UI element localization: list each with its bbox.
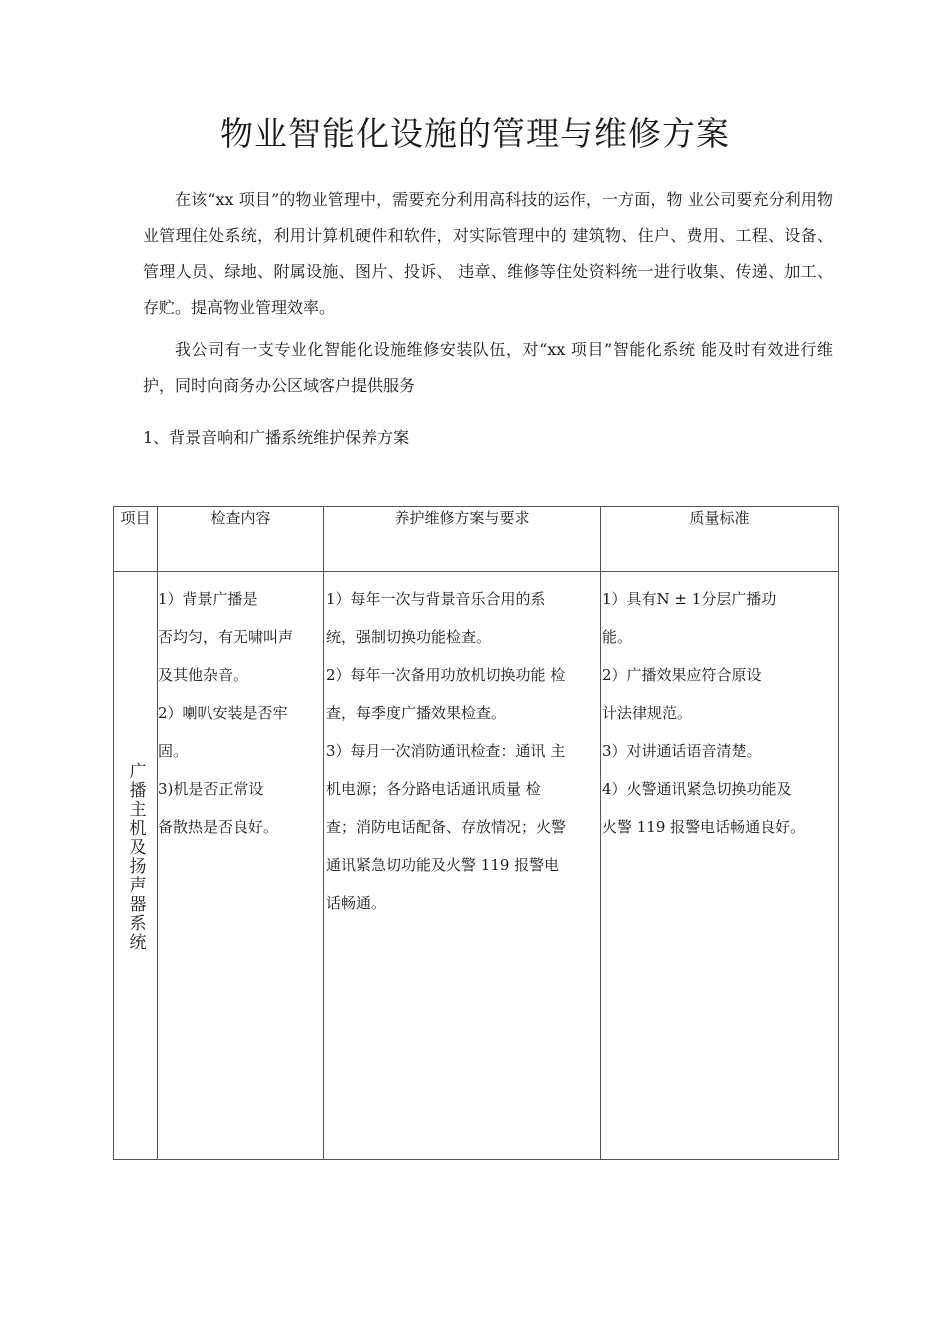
maintenance-line: 机电源；各分路电话通讯质量 检 — [326, 780, 541, 798]
header-standard: 质量标准 — [601, 507, 839, 572]
inspection-line: 及其他杂音。 — [158, 666, 249, 684]
inspection-line: 2）喇叭安装是否牢 — [158, 704, 288, 722]
maintenance-line: 查，每季度广播效果检查。 — [326, 704, 507, 722]
standard-line: 火警 119 报警电话畅通良好。 — [602, 818, 806, 836]
maintenance-line: 话畅通。 — [326, 894, 387, 912]
maintenance-line: 查；消防电话配备、存放情况；火警 — [326, 818, 567, 836]
inspection-line: 1）背景广播是 — [158, 590, 258, 608]
maintenance-line: 统，强制切换功能检查。 — [326, 628, 492, 646]
section-heading: 1、背景音响和广播系统维护保养方案 — [143, 428, 410, 447]
header-maintenance: 养护维修方案与要求 — [324, 507, 601, 572]
project-cell — [114, 572, 158, 1160]
table-header-row — [114, 507, 839, 572]
maintenance-line: 1）每年一次与背景音乐合用的系 — [326, 590, 546, 608]
header-project: 项目 — [114, 507, 158, 572]
standard-line: 1）具有N ± 1分层广播功 — [602, 590, 777, 608]
inspection-line: 3)机是否正常设 — [158, 780, 264, 798]
header-inspection: 检查内容 — [158, 507, 324, 572]
standard-line: 4）火警通讯紧急切换功能及 — [602, 780, 792, 798]
team-paragraph: 我公司有一支专业化智能化设施维修安装队伍，对“xx 项目”智能化系统 能及时有效进行维护，同时向商务办公区域客户提供服务 — [143, 340, 833, 395]
page-title: 物业智能化设施的管理与维修方案 — [220, 114, 730, 153]
standard-cell — [601, 572, 839, 1160]
inspection-cell — [158, 572, 324, 1160]
standard-line: 能。 — [602, 628, 633, 646]
intro-paragraph: 在该“xx 项目”的物业管理中，需要充分利用高科技的运作，一方面，物 业公司要充分利用物业管理住处系统，利用计算机硬件和软件，对实际管理中的 建筑物、住户、费用、工程、设备、管理人员、绿地、附属设施、图片、投诉、 违章、维修等住处资料统一进行收集、传递、加工、存贮。提高物业管理效率。 — [143, 190, 833, 317]
inspection-line: 固。 — [158, 742, 189, 760]
standard-line: 计法律规范。 — [602, 704, 693, 722]
maintenance-line: 2）每年一次备用功放机切换功能 检 — [326, 666, 566, 684]
standard-line: 2）广播效果应符合原设 — [602, 666, 762, 684]
maintenance-table — [113, 506, 839, 1160]
table-row — [114, 572, 839, 1160]
maintenance-line: 3）每月一次消防通讯检查：通讯 主 — [326, 742, 566, 760]
inspection-line: 否均匀，有无啸叫声 — [158, 628, 294, 646]
maintenance-cell — [324, 572, 601, 1160]
project-name: 广播主机及扬声器系统 — [125, 762, 146, 952]
inspection-line: 备散热是否良好。 — [158, 818, 279, 836]
standard-line: 3）对讲通话语音清楚。 — [602, 742, 762, 760]
maintenance-line: 通讯紧急切功能及火警 119 报警电 — [326, 856, 560, 874]
